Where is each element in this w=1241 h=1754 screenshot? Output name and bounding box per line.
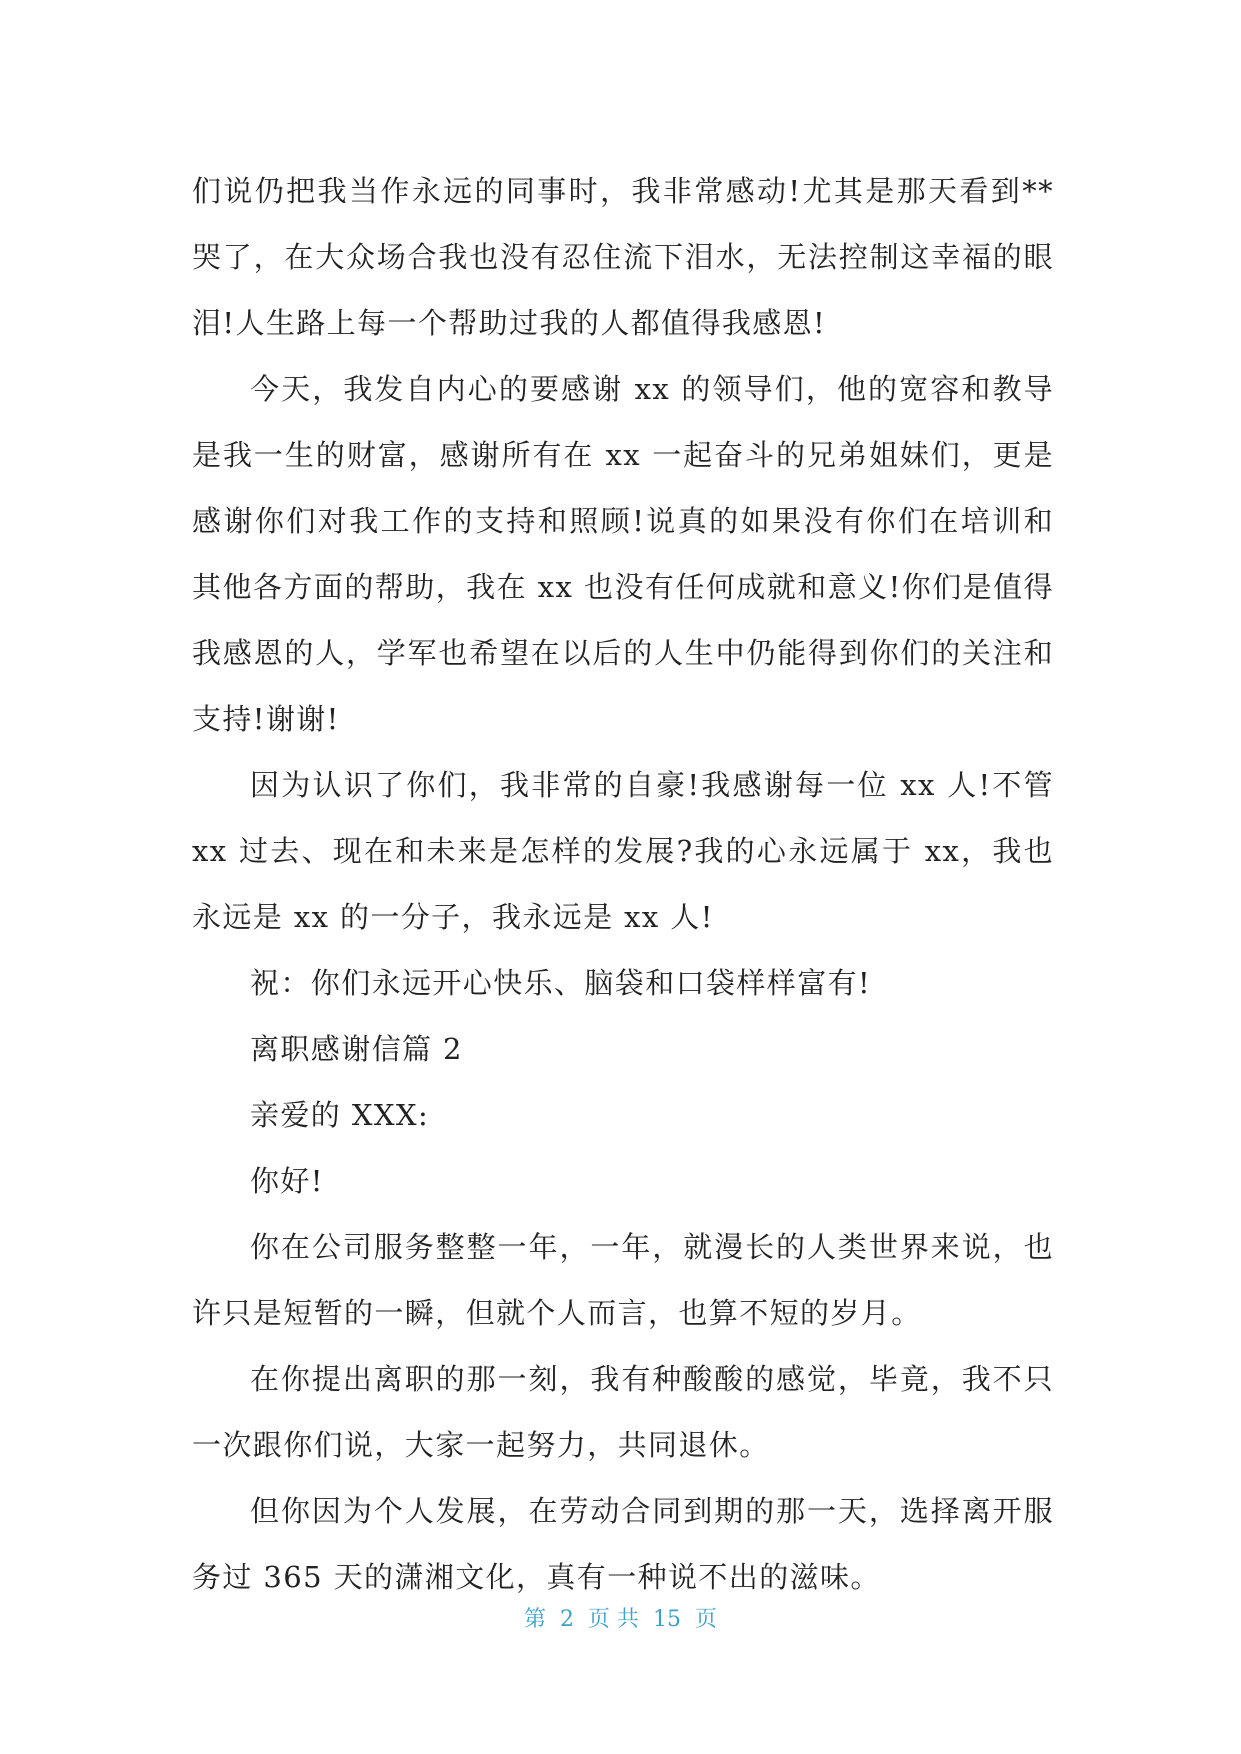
paragraph-blessing: 祝：你们永远开心快乐、脑袋和口袋样样富有! [250,966,872,1000]
document-body [192,158,1054,1610]
section-heading: 离职感谢信篇 2 [250,1032,463,1066]
paragraph: 因为认识了你们，我非常的自豪!我感谢每一位 xx 人!不管 xx 过去、现在和未来是怎样的发展?我的心永远属于 xx，我也永远是 xx 的一分子，我永远是 xx 人! [192,768,1054,934]
paragraph-continued: 们说仍把我当作永远的同事时，我非常感动!尤其是那天看到**哭了，在大众场合我也没有忍住流下泪水，无法控制这幸福的眼泪!人生路上每一个帮助过我的人都值得我感恩! [192,174,1054,340]
paragraph: 今天，我发自内心的要感谢 xx 的领导们，他的宽容和教导是我一生的财富，感谢所有在 xx 一起奋斗的兄弟姐妹们，更是感谢你们对我工作的支持和照顾!说真的如果没有你们在培训和其他各方面的帮助，我在 xx 也没有任何成就和意义!你们是值得我感恩的人，学军也希望在以后的人生中仍能得到你们的关注和支持!谢谢! [192,372,1054,736]
paragraph: 但你因为个人发展，在劳动合同到期的那一天，选择离开服务过 365 天的潇湘文化，真有一种说不出的滋味。 [192,1494,1054,1594]
greeting: 你好! [250,1164,324,1198]
paragraph: 你在公司服务整整一年，一年，就漫长的人类世界来说，也许只是短暂的一瞬，但就个人而言，也算不短的岁月。 [192,1230,1054,1330]
salutation: 亲爱的 XXX: [250,1098,430,1132]
page-number-footer: 第 2 页 共 15 页 [524,1607,717,1632]
paragraph: 在你提出离职的那一刻，我有种酸酸的感觉，毕竟，我不只一次跟你们说，大家一起努力，共同退休。 [192,1362,1054,1462]
